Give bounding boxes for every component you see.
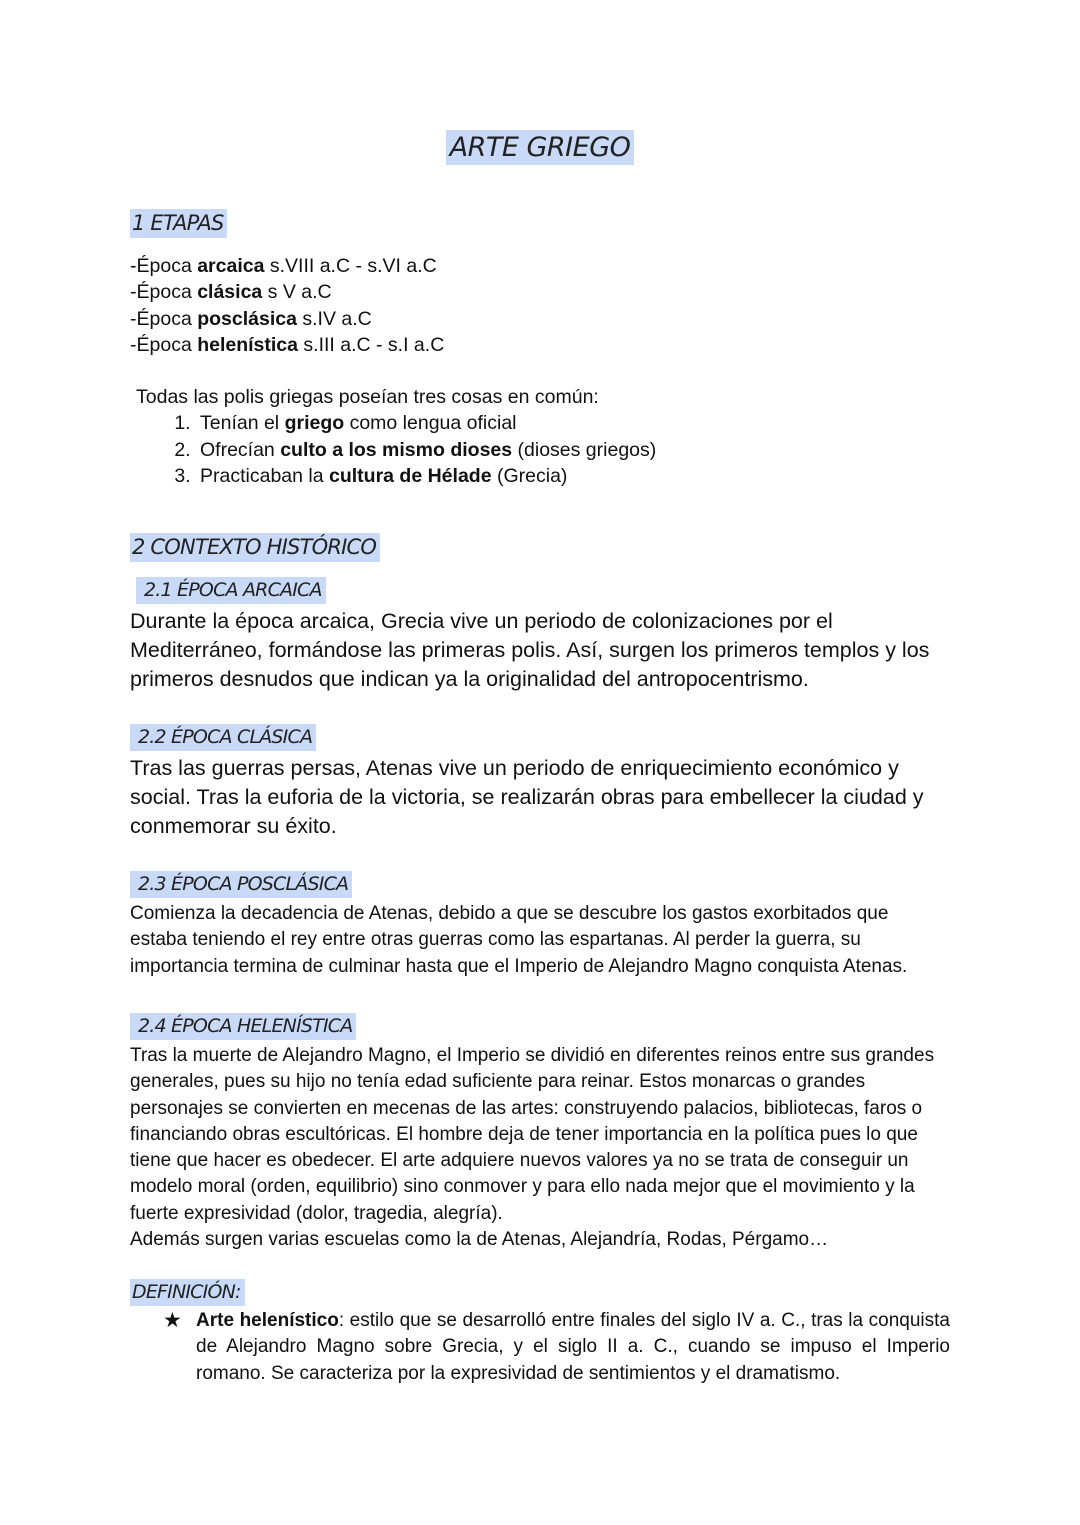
intro-text: Todas las polis griegas poseían tres cosas en común: [136,386,599,408]
definition-text: : estilo que se desarrolló entre finales del siglo IV a. C., tras la conquista de Alejandro Magno sobre Grecia, y el siglo II a. C., cuando se impuso el Imperio romano. Se caracteriza por la expresividad de sentimientos y el dramatismo. [196,1310,950,1384]
paragraph-clasica: Tras las guerras persas, Atenas vive un periodo de enriquecimiento económico y social. Tras la euforia de la victoria, se realizarán obras para embellecer la ciudad y conmemorar su éxito. [130,756,924,838]
etapa-line: -Época clásica s V a.C [130,281,332,304]
definition-heading: DEFINICIÓN: [130,1279,245,1306]
etapa-line: -Época arcaica s.VIII a.C - s.VI a.C [130,255,437,277]
section-heading-etapas: 1 ETAPAS [130,209,227,238]
paragraph-helenistica-main: Tras la muerte de Alejandro Magno, el Imperio se dividió en diferentes reinos entre sus grandes generales, pues su hijo no tenía edad suficiente para reinar. Estos monarcas o grandes personajes se convierten en mecenas de las artes: construyendo palacios, bibliotecas, faros o financiando obras escultóricas. El hombre deja de tener importancia en la política pues lo que tiene que hacer es obedecer. El arte adquiere nuevos valores ya no se trata de conseguir un modelo moral (orden, equilibrio) sino conmover y para ello nada mejor que el movimiento y la fuerte expresividad (dolor, tragedia, alegría). [130,1045,935,1224]
subheading-posclasica: 2.3 ÉPOCA POSCLÁSICA [130,871,352,898]
list-item: 2. Ofrecían culto a los mismo dioses (dioses griegos) [196,437,956,463]
paragraph-arcaica: Durante la época arcaica, Grecia vive un periodo de colonizaciones por el Mediterráneo, formándose las primeras polis. Así, surgen los primeros templos y los primeros desnudos que indican ya la originalidad del antropocentrismo. [130,609,930,691]
polis-intro [136,384,956,489]
list-item: 1. Tenían el griego como lengua oficial [196,410,956,436]
paragraph-helenistica-extra: Además surgen varias escuelas como la de Atenas, Alejandría, Rodas, Pérgamo… [130,1229,829,1251]
page-title-wrap [0,132,1080,163]
subheading-helenistica: 2.4 ÉPOCA HELENÍSTICA [130,1013,356,1040]
common-traits-list [136,410,956,489]
paragraph-posclasica: Comienza la decadencia de Atenas, debido a que se descubre los gastos exorbitados que estaba teniendo el rey entre otras guerras como las espartanas. Al perder la guerra, su importancia termina de culminar hasta que el Imperio de Alejandro Magno conquista Atenas. [130,903,908,977]
subheading-clasica: 2.2 ÉPOCA CLÁSICA [130,724,316,751]
etapa-line: -Época helenística s.III a.C - s.I a.C [130,333,445,356]
section-heading-contexto: 2 CONTEXTO HISTÓRICO [130,533,380,562]
definition-block [130,1308,950,1387]
page-title: ARTE GRIEGO [446,130,635,165]
definition-term: Arte helenístico [196,1310,339,1331]
subheading-arcaica: 2.1 ÉPOCA ARCAICA [136,577,326,604]
paragraph-helenistica [130,1043,950,1253]
list-item: 3. Practicaban la cultura de Hélade (Grecia) [196,463,956,489]
star-icon: ★ [163,1309,182,1332]
etapa-line: -Época posclásica s.IV a.C [130,307,372,330]
definition-item [130,1308,950,1387]
etapas-list [130,253,950,358]
